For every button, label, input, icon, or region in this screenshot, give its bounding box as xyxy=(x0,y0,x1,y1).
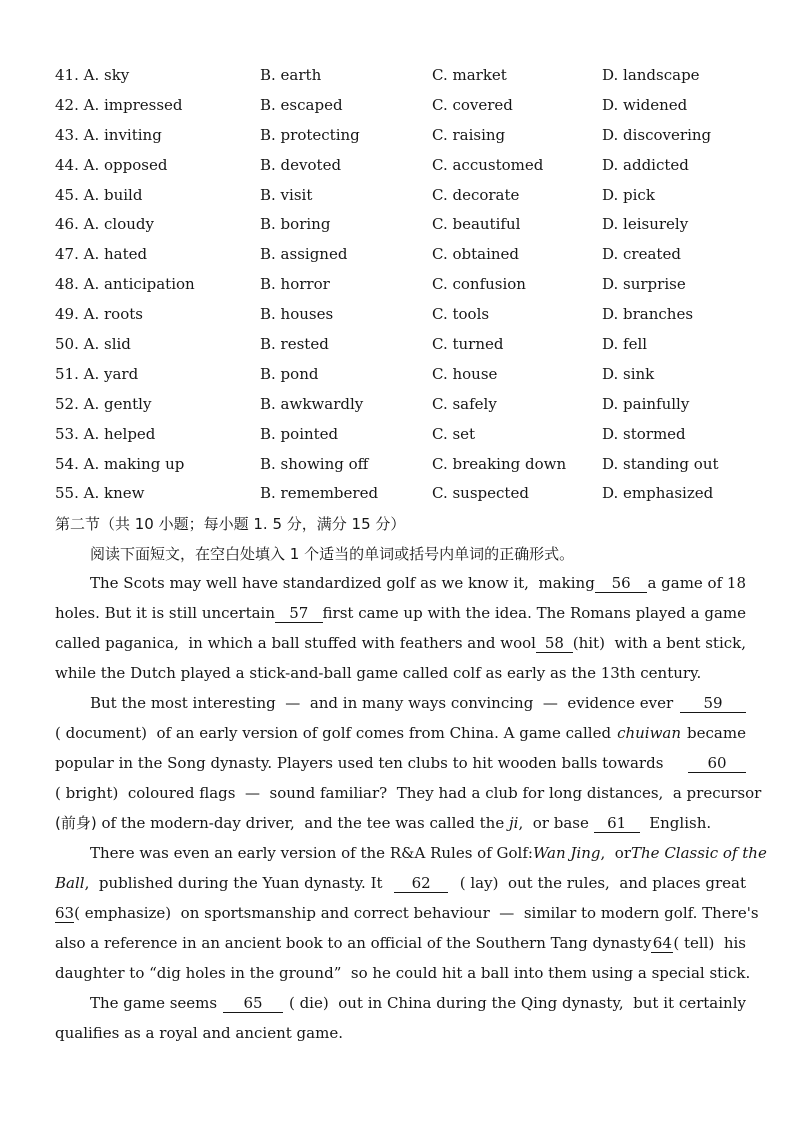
cloze-options xyxy=(55,64,745,512)
passage-text: became xyxy=(687,724,746,742)
passage xyxy=(55,572,767,1052)
option-a: 50. A. slid xyxy=(55,335,131,354)
option-row-45 xyxy=(55,184,745,214)
passage-line xyxy=(55,572,746,602)
blank-61[interactable]: 61 xyxy=(594,814,640,833)
option-row-51 xyxy=(55,363,745,393)
option-c: C. obtained xyxy=(432,245,520,264)
option-c: C. turned xyxy=(432,335,504,354)
option-c: C. safely xyxy=(432,394,497,413)
option-a: 46. A. cloudy xyxy=(55,215,154,234)
blank-56[interactable]: 56 xyxy=(595,574,648,593)
passage-italic: chuiwan xyxy=(617,724,682,742)
option-a: 48. A. anticipation xyxy=(55,275,195,294)
passage-line xyxy=(55,782,762,812)
passage-line xyxy=(55,1022,746,1052)
passage-text: (hit) with a bent stick, xyxy=(572,634,746,652)
option-c: C. accustomed xyxy=(432,155,544,174)
option-row-41 xyxy=(55,64,745,94)
passage-text: daughter to “dig holes in the ground” so he could hit a ball into them using a special stick. xyxy=(55,964,751,982)
option-c: C. covered xyxy=(432,95,513,114)
option-a: 49. A. roots xyxy=(55,305,143,324)
option-b: B. boring xyxy=(260,215,331,234)
option-row-50 xyxy=(55,333,745,363)
passage-line xyxy=(55,842,767,872)
option-c: C. market xyxy=(432,66,507,84)
option-d: D. standing out xyxy=(602,454,719,473)
option-d: D. widened xyxy=(602,95,688,114)
option-a: 44. A. opposed xyxy=(55,155,168,174)
passage-text: ( lay) out the rules, and places great xyxy=(459,874,746,892)
passage-line xyxy=(55,992,746,1022)
passage-text: of the modern-day driver, and the tee was called the xyxy=(101,814,505,832)
option-a: 52. A. gently xyxy=(55,394,152,413)
option-a: 47. A. hated xyxy=(55,245,148,264)
passage-text: English. xyxy=(649,814,712,832)
passage-text: qualifies as a royal and ancient game. xyxy=(55,1024,343,1042)
option-a: 51. A. yard xyxy=(55,364,139,383)
option-row-47 xyxy=(55,243,745,273)
option-row-43 xyxy=(55,124,745,154)
passage-text: , published during the Yuan dynasty. It xyxy=(84,874,383,892)
option-row-55 xyxy=(55,482,745,512)
option-d: D. pick xyxy=(602,185,655,204)
passage-text: while the Dutch played a stick-and-ball game called colf as early as the 13th century. xyxy=(55,664,702,682)
passage-text: The Scots may well have standardized golf as we know it, making xyxy=(90,574,595,592)
passage-italic: Wan Jing xyxy=(532,844,601,862)
blank-57[interactable]: 57 xyxy=(275,604,323,623)
passage-text: called paganica, in which a ball stuffed with feathers and wool xyxy=(55,634,536,652)
option-d: D. emphasized xyxy=(602,484,714,503)
option-b: B. assigned xyxy=(260,245,348,264)
passage-line xyxy=(55,872,746,902)
blank-59[interactable]: 59 xyxy=(680,694,746,713)
option-row-48 xyxy=(55,273,745,303)
option-a: 55. A. knew xyxy=(55,484,145,503)
passage-text: ( emphasize) on sportsmanship and correct behaviour — similar to modern golf. There's xyxy=(74,904,759,922)
passage-line xyxy=(55,752,746,782)
passage-italic: Ball xyxy=(55,874,85,892)
option-c: C. set xyxy=(432,424,476,443)
blank-62[interactable]: 62 xyxy=(394,874,448,893)
option-b: B. escaped xyxy=(260,95,343,114)
option-b: B. visit xyxy=(260,185,313,204)
passage-italic: ji xyxy=(509,814,519,832)
option-c: C. confusion xyxy=(432,275,526,294)
option-d: D. leisurely xyxy=(602,215,689,234)
option-a: 41. A. sky xyxy=(55,66,130,84)
blank-58[interactable]: 58 xyxy=(536,634,573,653)
option-b: B. rested xyxy=(260,335,329,354)
passage-line xyxy=(55,602,746,632)
passage-text: also a reference in an ancient book to an official of the Southern Tang dynasty xyxy=(55,934,652,952)
section-instruction: 阅读下面短文，在空白处填入 1 个适当的单词或括号内单词的正确形式。 xyxy=(90,545,575,563)
option-d: D. addicted xyxy=(602,155,689,174)
option-c: C. house xyxy=(432,364,498,383)
option-a: 53. A. helped xyxy=(55,424,156,443)
option-c: C. tools xyxy=(432,305,490,324)
passage-text: ( die) out in China during the Qing dynasty, but it certainly xyxy=(288,994,746,1012)
option-c: C. breaking down xyxy=(432,454,567,473)
passage-text: ( tell) his xyxy=(673,934,746,952)
blank-65[interactable]: 65 xyxy=(223,994,283,1013)
passage-text: There was even an early version of the R&A Rules of Golf: xyxy=(90,844,533,862)
option-d: D. painfully xyxy=(602,394,690,413)
passage-line xyxy=(55,722,746,752)
option-d: D. stormed xyxy=(602,424,686,443)
option-d: D. landscape xyxy=(602,66,700,84)
option-row-49 xyxy=(55,303,745,333)
section-title: 第二节（共 10 小题；每小题 1. 5 分，满分 15 分） xyxy=(55,515,406,533)
passage-text: a game of 18 xyxy=(647,574,746,592)
option-d: D. fell xyxy=(602,335,648,354)
option-row-53 xyxy=(55,423,745,453)
passage-text: , or base xyxy=(518,814,589,832)
passage-text: first came up with the idea. The Romans played a game xyxy=(322,604,746,622)
option-a: 54. A. making up xyxy=(55,454,185,473)
option-d: D. surprise xyxy=(602,275,686,294)
passage-italic: The Classic of the xyxy=(631,844,767,862)
option-b: B. horror xyxy=(260,275,330,294)
option-row-52 xyxy=(55,393,745,423)
blank-63[interactable]: 63 xyxy=(55,904,75,922)
passage-text: popular in the Song dynasty. Players used ten clubs to hit wooden balls towards xyxy=(55,754,664,772)
blank-60[interactable]: 60 xyxy=(688,754,746,773)
passage-line xyxy=(55,662,746,692)
option-c: C. beautiful xyxy=(432,215,521,234)
option-b: B. earth xyxy=(260,66,322,84)
option-c: C. raising xyxy=(432,125,506,144)
passage-text: ( bright) coloured flags — sound familiar? They had a club for long distances, a precursor xyxy=(55,784,762,802)
passage-line xyxy=(55,932,746,962)
option-b: B. remembered xyxy=(260,484,379,503)
option-d: D. created xyxy=(602,245,681,264)
option-c: C. decorate xyxy=(432,185,520,204)
passage-line xyxy=(55,902,759,932)
passage-text: But the most interesting — and in many ways convincing — evidence ever xyxy=(90,694,674,712)
passage-line xyxy=(55,962,751,992)
option-b: B. protecting xyxy=(260,125,360,144)
option-b: B. showing off xyxy=(260,454,369,473)
option-row-44 xyxy=(55,154,745,184)
option-d: D. sink xyxy=(602,364,655,383)
option-b: B. pointed xyxy=(260,424,339,443)
passage-line xyxy=(55,692,746,722)
option-b: B. devoted xyxy=(260,155,342,174)
option-d: D. discovering xyxy=(602,125,712,144)
passage-line xyxy=(55,812,746,842)
option-a: 45. A. build xyxy=(55,185,143,204)
option-a: 42. A. impressed xyxy=(55,95,183,114)
option-a: 43. A. inviting xyxy=(55,125,162,144)
option-b: B. pond xyxy=(260,364,319,383)
option-b: B. houses xyxy=(260,305,334,324)
passage-line xyxy=(55,632,746,662)
option-b: B. awkwardly xyxy=(260,394,364,413)
passage-text: , or xyxy=(600,844,632,862)
passage-text: (前身) xyxy=(55,814,97,832)
passage-text: ( document) of an early version of golf comes from China. A game called xyxy=(55,724,612,742)
passage-text: The game seems xyxy=(90,994,218,1012)
option-d: D. branches xyxy=(602,305,694,324)
passage-text: holes. But it is still uncertain xyxy=(55,604,276,622)
option-row-46 xyxy=(55,213,745,243)
option-c: C. suspected xyxy=(432,484,529,503)
option-row-42 xyxy=(55,94,745,124)
blank-64[interactable]: 64 xyxy=(652,934,672,952)
option-row-54 xyxy=(55,453,745,483)
